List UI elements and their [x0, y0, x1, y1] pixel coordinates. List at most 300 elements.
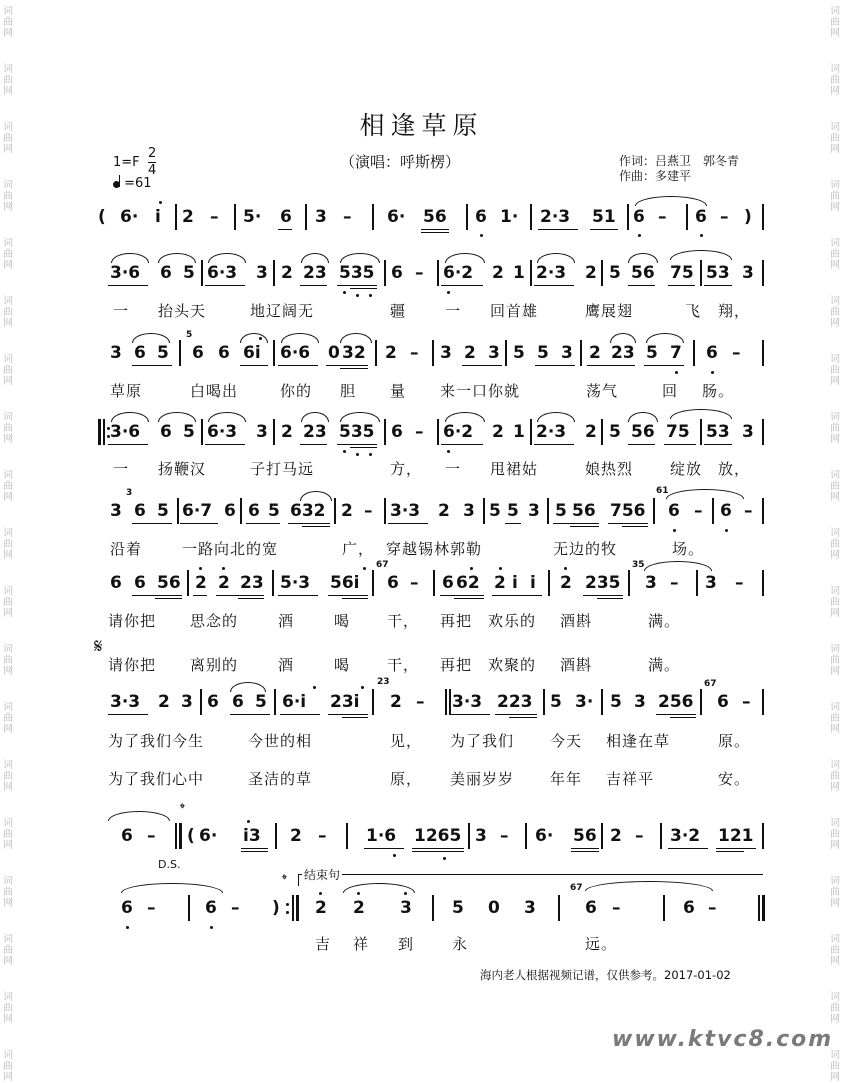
note: – [735, 573, 744, 593]
barline [175, 204, 177, 230]
lyrics-row-8 [0, 768, 843, 790]
watermark-text: 词 曲 网 [830, 992, 840, 1025]
barline [762, 260, 764, 286]
note: – [708, 898, 717, 918]
note: 6·6 [280, 343, 311, 363]
note: 535 [339, 263, 375, 283]
watermark-text: 词 曲 网 [830, 586, 840, 619]
barline [601, 823, 603, 849]
note: 6 [387, 573, 399, 593]
underline [495, 714, 537, 715]
underline [597, 598, 623, 599]
underline [300, 285, 327, 286]
note: 2 [438, 501, 450, 521]
note: 6·2 [443, 422, 474, 442]
note: – [612, 898, 621, 918]
barline [601, 419, 603, 445]
note: 5 [537, 343, 549, 363]
note: ( [187, 826, 195, 846]
lyric: 荡气 [586, 382, 619, 400]
note: 6 [121, 826, 133, 846]
lyric: 为了我们今生 [108, 732, 205, 750]
octave-dot [470, 567, 473, 570]
barline [601, 260, 603, 286]
lyric: 酒斟 [560, 656, 593, 674]
watermark-text: 词 曲 网 [3, 586, 13, 619]
note: 5 [255, 692, 267, 712]
double-barline [179, 823, 182, 849]
note: 3 [524, 898, 536, 918]
note: 3 [634, 692, 646, 712]
underline [240, 365, 268, 366]
note: 3 [181, 692, 193, 712]
octave-dot [363, 567, 366, 570]
barline [762, 340, 764, 366]
lyric: 娘热烈 [585, 460, 634, 478]
barline [272, 570, 274, 596]
underline [241, 851, 268, 852]
note: 2 [182, 207, 194, 227]
lyric: 来一口你就 [440, 382, 521, 400]
barline [762, 689, 764, 715]
underline [108, 444, 148, 445]
underline [216, 595, 264, 596]
barline [179, 340, 181, 366]
note: 5 [507, 501, 519, 521]
note: 2 [585, 263, 597, 283]
octave-dot [199, 567, 202, 570]
octave-dot [356, 294, 359, 297]
score-row-1 [0, 260, 843, 286]
lyrics-row-4 [0, 538, 843, 560]
underline [246, 523, 280, 524]
lyric: 绽放 [670, 460, 703, 478]
lyrics-row-10 [0, 933, 843, 955]
note: 5 [513, 343, 525, 363]
note: – [231, 898, 240, 918]
barline [305, 204, 307, 230]
note: 2 [464, 343, 476, 363]
underline [668, 285, 695, 286]
note: – [732, 343, 741, 363]
note: – [635, 826, 644, 846]
lyric: 吉 [315, 935, 332, 953]
note: 2 [290, 826, 302, 846]
lyric: 地辽阔无 [250, 302, 315, 320]
lyric: 酒 [278, 656, 295, 674]
barline [547, 498, 549, 524]
watermark-text: 词 曲 网 [3, 122, 13, 155]
underline [440, 595, 484, 596]
octave-dot [159, 201, 162, 204]
watermark-text: 词 曲 网 [830, 6, 840, 39]
note: 6 [442, 573, 454, 593]
octave-dot [356, 453, 359, 456]
underline [350, 288, 377, 289]
barline [384, 419, 386, 445]
lyric: 一路向北的宽 [182, 540, 279, 558]
note: 3 [742, 422, 754, 442]
note: 6 [706, 343, 718, 363]
note: 6· [199, 826, 218, 846]
underline [193, 595, 207, 596]
note: 3 [488, 343, 500, 363]
tie [585, 881, 713, 891]
note: – [415, 422, 424, 442]
lyric: 今世的相 [248, 732, 313, 750]
underline [350, 447, 377, 448]
lyric: 永 [452, 935, 469, 953]
lyric: 胆 [340, 382, 357, 400]
barline [700, 419, 702, 445]
barline [384, 498, 386, 524]
note: 6 [207, 692, 219, 712]
lyric: 今天 [550, 732, 583, 750]
lyrics-row-2 [0, 380, 843, 402]
note: 2 [494, 573, 506, 593]
note: 2 [353, 898, 365, 918]
octave-dot [638, 234, 641, 237]
lyric: 远。 [585, 935, 618, 953]
note: 6 [134, 343, 146, 363]
tempo-marking [113, 175, 152, 191]
underline [716, 848, 756, 849]
note: 3· [575, 692, 594, 712]
underline [278, 365, 318, 366]
note: ) [744, 207, 752, 227]
repeat-dot [286, 911, 289, 914]
underline [337, 444, 377, 445]
note: 2 [385, 343, 397, 363]
note: 6 [205, 898, 217, 918]
watermark-text: 词 曲 网 [3, 180, 13, 213]
transcription-note: 海内老人根据视频记谱，仅供参考。2017-01-02 [480, 968, 731, 982]
underline [132, 595, 182, 596]
note: 3·3 [110, 692, 141, 712]
underline [326, 365, 368, 366]
repeat-end-barline [296, 895, 299, 921]
lyric: 离别的 [190, 656, 239, 674]
note: 56 [157, 573, 181, 593]
song-title: 相逢草原 [359, 111, 484, 140]
watermark-text: 词 曲 网 [3, 876, 13, 909]
octave-dot [361, 686, 364, 689]
barline [700, 689, 702, 715]
note: 3 [110, 343, 122, 363]
watermark-text: 词 曲 网 [830, 64, 840, 97]
watermark-text: 词 曲 网 [3, 6, 13, 39]
underline [534, 444, 574, 445]
lyric: 翔， [718, 302, 751, 320]
note: i [512, 573, 518, 593]
note: 223 [497, 692, 533, 712]
watermark-text: 词 曲 网 [830, 644, 840, 677]
note: – [720, 207, 729, 227]
lyric: 草原 [110, 382, 143, 400]
note: 6 [192, 343, 204, 363]
time-signature-bottom: 4 [148, 163, 157, 178]
barline [601, 689, 603, 715]
note: 6 [475, 207, 487, 227]
note: 5 [183, 422, 195, 442]
note: 2 [492, 422, 504, 442]
note: 53 [706, 263, 730, 283]
octave-dot [480, 234, 483, 237]
underline [716, 851, 744, 852]
lyric: 酒 [278, 612, 295, 630]
lyric: 喝 [334, 656, 351, 674]
watermark-text: 词 曲 网 [3, 238, 13, 271]
repeat-dot [286, 903, 289, 906]
watermark-text: 词 曲 网 [3, 644, 13, 677]
note: 5 [610, 692, 622, 712]
singer-credit: （演唱：呼斯楞） [340, 153, 461, 171]
lyric: 广， [342, 540, 375, 558]
underline [342, 598, 368, 599]
octave-dot [711, 371, 714, 374]
note: – [670, 573, 679, 593]
watermark-text: 词 曲 网 [830, 1050, 840, 1083]
lyrics-row-5 [0, 610, 843, 632]
note: 3 [256, 422, 268, 442]
underline [571, 848, 599, 849]
barline [432, 340, 434, 366]
note: – [210, 207, 219, 227]
barline [762, 204, 764, 230]
note: 3 [315, 207, 327, 227]
note: – [343, 207, 352, 227]
lyric: 甩裙姑 [490, 460, 539, 478]
note: 2 [195, 573, 207, 593]
note: 3 [742, 263, 754, 283]
note: 3 [400, 898, 412, 918]
site-logo: www.ktvc8.com [612, 1027, 834, 1052]
lyric: 美丽岁岁 [450, 770, 515, 788]
barline [375, 340, 377, 366]
lyric: 干， [387, 612, 420, 630]
segno-sign: 𝄋 [94, 634, 103, 658]
note: 56 [573, 826, 597, 846]
underline [587, 365, 635, 366]
note: 56 [631, 263, 655, 283]
note: 2 [560, 573, 572, 593]
barline [187, 570, 189, 596]
barline [234, 204, 236, 230]
note: 2·3 [536, 422, 567, 442]
underline [492, 595, 542, 596]
barline [543, 689, 545, 715]
underline [230, 714, 270, 715]
underline [462, 365, 502, 366]
underline [364, 848, 404, 849]
barline [177, 498, 179, 524]
lyric: 一 [445, 460, 462, 478]
underline [583, 595, 623, 596]
grace-note: 61 [656, 486, 669, 496]
lyric: 为了我们心中 [108, 770, 205, 788]
watermark-text: 词 曲 网 [3, 296, 13, 329]
watermark-text: 词 曲 网 [3, 1050, 13, 1083]
lyrics-row-6 [0, 654, 843, 676]
note: 1·6 [366, 826, 397, 846]
barline [449, 689, 451, 715]
lyric: 沿着 [110, 540, 143, 558]
underline [132, 523, 172, 524]
note: 51 [592, 207, 616, 227]
note: 2·3 [540, 207, 571, 227]
watermark-text: 词 曲 网 [830, 470, 840, 503]
lyric: 扬鞭汉 [158, 460, 207, 478]
barline [292, 895, 294, 921]
note: ) [272, 898, 280, 918]
watermark-text: 词 曲 网 [830, 238, 840, 271]
barline [548, 570, 550, 596]
watermark-text: 词 曲 网 [3, 992, 13, 1025]
note: 2 [341, 501, 353, 521]
watermark-text: 词 曲 网 [830, 296, 840, 329]
lyric: 喝 [334, 612, 351, 630]
note: 6 [280, 207, 292, 227]
watermark-text: 词 曲 网 [3, 528, 13, 561]
lyric: 干， [387, 656, 420, 674]
underline [704, 444, 732, 445]
underline [278, 595, 318, 596]
barline [384, 260, 386, 286]
watermark-text: 词 曲 网 [830, 528, 840, 561]
lyric: 一 [445, 302, 462, 320]
barline [483, 498, 485, 524]
note: 6 [134, 573, 146, 593]
note: 6 [720, 501, 732, 521]
grace-note: 35 [632, 560, 645, 570]
underline [509, 717, 537, 718]
octave-dot [222, 567, 225, 570]
note: 2 [218, 573, 230, 593]
underline [421, 232, 449, 233]
note: 5 [157, 343, 169, 363]
watermark-text: 词 曲 网 [3, 412, 13, 445]
barline [433, 570, 435, 596]
note: 256 [658, 692, 694, 712]
note: 3·2 [670, 826, 701, 846]
barline [372, 570, 374, 596]
lyric: 飞 [685, 302, 702, 320]
underline [278, 229, 292, 230]
slur [670, 409, 732, 419]
note: 6·2 [443, 263, 474, 283]
underline [450, 714, 490, 715]
lyric: 抬头天 [158, 302, 207, 320]
underline [412, 851, 464, 852]
note: 2 [281, 422, 293, 442]
barline [466, 204, 468, 230]
barline [372, 689, 374, 715]
lyric: 肠。 [702, 382, 735, 400]
octave-dot [499, 567, 502, 570]
note: 3 [528, 501, 540, 521]
octave-dot [443, 857, 446, 860]
note: 2 [281, 263, 293, 283]
grace-note: 5 [186, 330, 193, 340]
octave-dot [673, 529, 676, 532]
octave-dot [447, 450, 450, 453]
watermark-text: 词 曲 网 [830, 412, 840, 445]
octave-dot [404, 892, 407, 895]
key-signature: 1=F [113, 155, 140, 170]
octave-dot [393, 854, 396, 857]
barline [437, 260, 439, 286]
lyric: 欢聚的 [488, 656, 537, 674]
grace-note: 23 [377, 677, 390, 687]
note: 2 [315, 898, 327, 918]
watermark-text: 词 曲 网 [3, 760, 13, 793]
barline [686, 204, 688, 230]
barline [346, 823, 348, 849]
note: 2 [158, 692, 170, 712]
watermark-text: 词 曲 网 [830, 180, 840, 213]
final-barline [762, 895, 765, 921]
note: 632 [290, 501, 326, 521]
barline [188, 895, 190, 921]
underline [454, 598, 484, 599]
lyric: 年年 [550, 770, 583, 788]
lyric: 鹰展翅 [585, 302, 634, 320]
watermark-text: 词 曲 网 [830, 876, 840, 909]
lyric: 见， [390, 732, 423, 750]
note: 3 [475, 826, 487, 846]
note: – [694, 501, 703, 521]
lyric: 量 [390, 382, 407, 400]
note: 6 [110, 573, 122, 593]
lyrics-row-3 [0, 458, 843, 480]
octave-dot [343, 291, 346, 294]
note: 756 [610, 501, 646, 521]
underline [571, 851, 599, 852]
lyric: 场。 [672, 540, 705, 558]
note: 3·3 [390, 501, 421, 521]
underline [412, 848, 464, 849]
lyric: 一 [113, 460, 130, 478]
barline [700, 260, 702, 286]
note: 6·3 [207, 422, 238, 442]
underline [280, 714, 320, 715]
lyric: 子打马远 [250, 460, 315, 478]
note: 3 [110, 501, 122, 521]
note: 23 [611, 343, 635, 363]
note: 6 [160, 422, 172, 442]
underline [205, 444, 245, 445]
barline [103, 419, 105, 445]
barline [627, 204, 629, 230]
note: 2 [585, 422, 597, 442]
watermark-text: 词 曲 网 [3, 818, 13, 851]
note: 5 [609, 422, 621, 442]
lyric: 疆 [390, 302, 407, 320]
score-row-7 [0, 677, 843, 715]
underline [340, 368, 368, 369]
note: 6 [160, 263, 172, 283]
watermark-text: 词 曲 网 [830, 702, 840, 735]
lyric: 安。 [718, 770, 751, 788]
lyric: 为了我们 [450, 732, 515, 750]
watermark-text: 词 曲 网 [830, 760, 840, 793]
underline [302, 526, 330, 527]
octave-dot [319, 892, 322, 895]
barline [273, 419, 275, 445]
score-row-intro [0, 204, 843, 230]
octave-dot [447, 291, 450, 294]
note: 2·3 [536, 263, 567, 283]
